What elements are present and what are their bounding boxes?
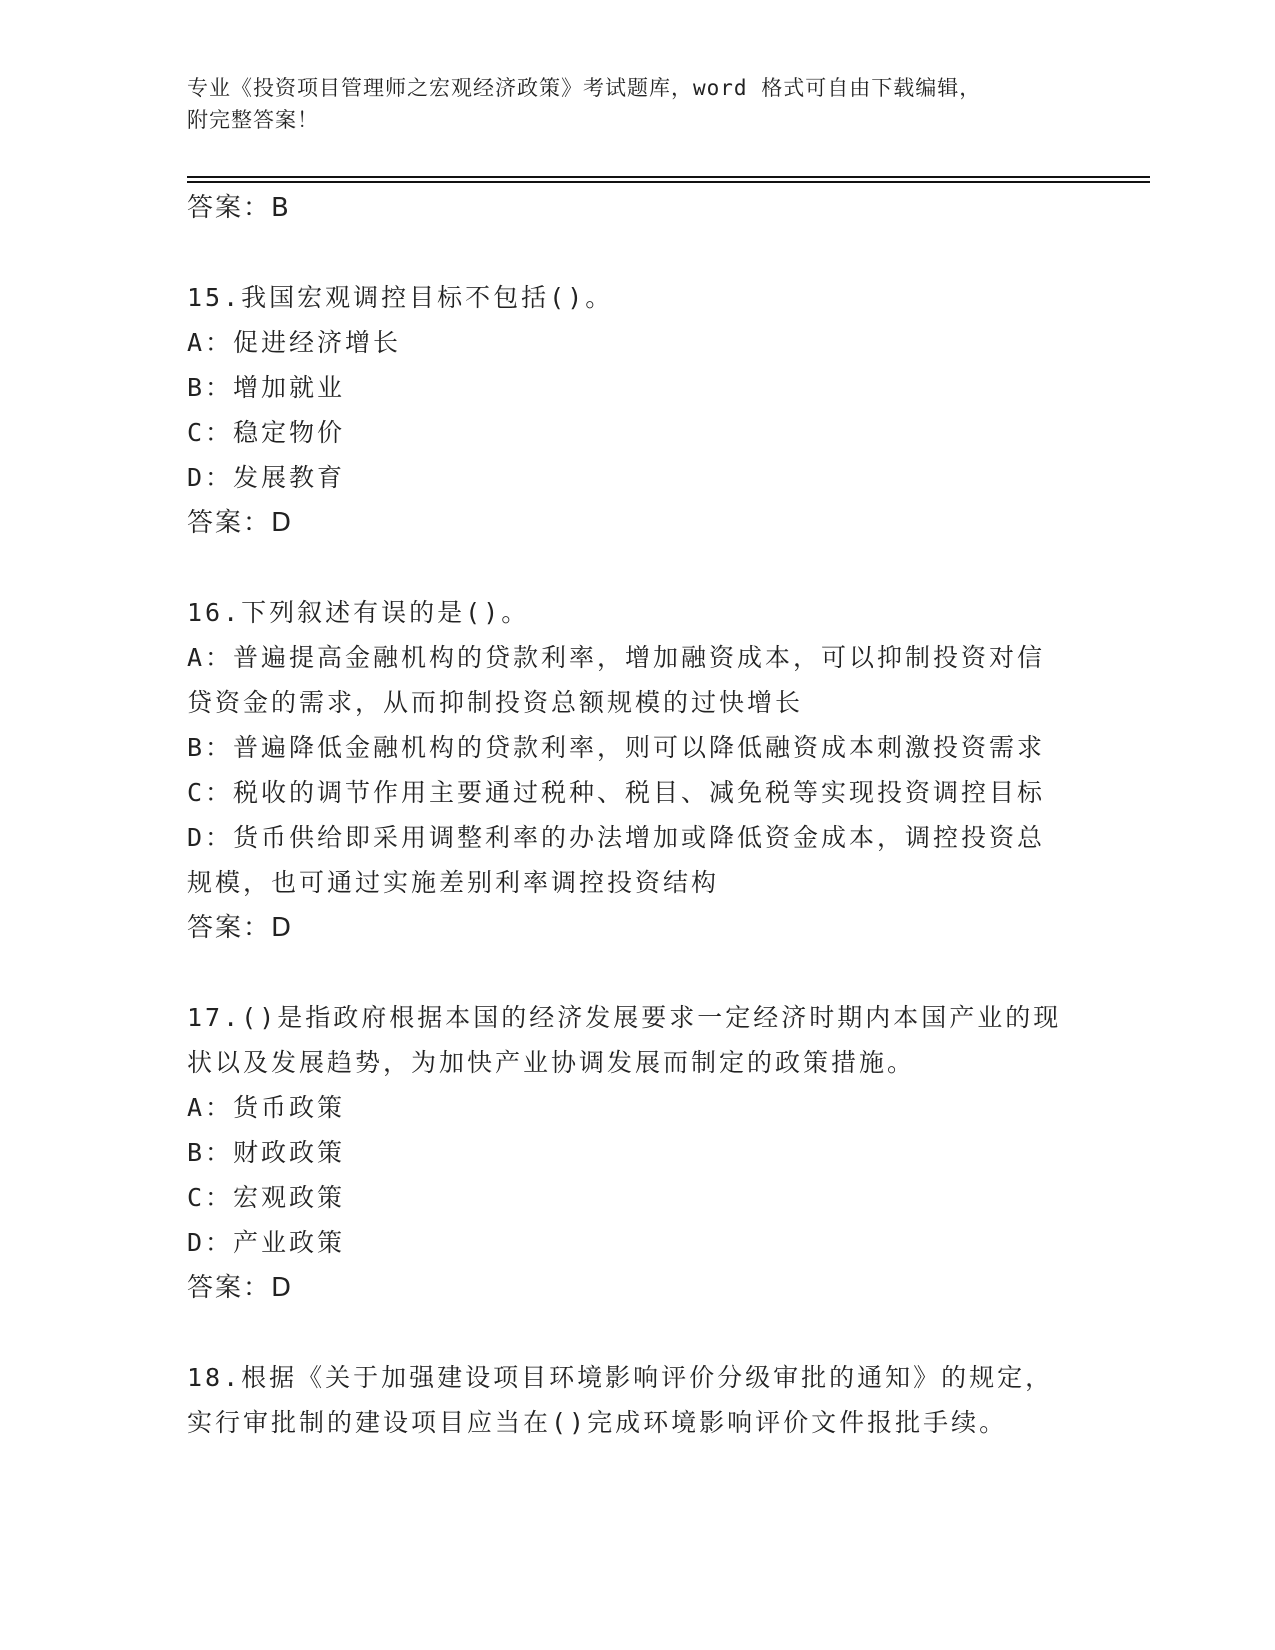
question-17-option-a: A：货币政策 [187, 1093, 346, 1122]
question-15-stem: 15.我国宏观调控目标不包括()。 [187, 283, 614, 312]
question-15-option-c: C：稳定物价 [187, 418, 346, 447]
question-17-stem: 17.()是指政府根据本国的经济发展要求一定经济时期内本国产业的现 [187, 1003, 1062, 1032]
header-line-2: 附完整答案！ [187, 108, 319, 132]
question-16-option-d: D：货币供给即采用调整利率的办法增加或降低资金成本，调控投资总 [187, 823, 1046, 852]
question-17-option-b: B：财政政策 [187, 1138, 346, 1167]
question-15-option-b: B：增加就业 [187, 373, 346, 402]
question-17-option-d: D：产业政策 [187, 1228, 346, 1257]
question-16-option-d-cont: 规模，也可通过实施差别利率调控投资结构 [187, 868, 720, 897]
question-17-answer: 答案：D [187, 1273, 294, 1303]
question-15-option-d: D：发展教育 [187, 463, 346, 492]
answer-prev: 答案：B [187, 193, 291, 223]
header-divider-bottom [187, 181, 1150, 183]
question-16-option-a: A：普遍提高金融机构的贷款利率，增加融资成本，可以抑制投资对信 [187, 643, 1046, 672]
question-16-option-a-cont: 贷资金的需求，从而抑制投资总额规模的过快增长 [187, 688, 804, 717]
question-16-answer: 答案：D [187, 913, 294, 943]
question-16-stem: 16.下列叙述有误的是()。 [187, 598, 530, 627]
header-divider-top [187, 176, 1150, 178]
question-18-stem: 18.根据《关于加强建设项目环境影响评价分级审批的通知》的规定， [187, 1363, 1054, 1392]
question-16-option-c: C：税收的调节作用主要通过税种、税目、减免税等实现投资调控目标 [187, 778, 1046, 807]
question-16-option-b: B：普遍降低金融机构的贷款利率，则可以降低融资成本刺激投资需求 [187, 733, 1046, 762]
header-line-1: 专业《投资项目管理师之宏观经济政策》考试题库，word 格式可自由下载编辑， [187, 76, 982, 100]
question-17-stem-cont: 状以及发展趋势，为加快产业协调发展而制定的政策措施。 [187, 1048, 916, 1077]
question-18-stem-cont: 实行审批制的建设项目应当在()完成环境影响评价文件报批手续。 [187, 1408, 1008, 1437]
question-17-option-c: C：宏观政策 [187, 1183, 346, 1212]
question-15-option-a: A：促进经济增长 [187, 328, 402, 357]
question-15-answer: 答案：D [187, 508, 294, 538]
